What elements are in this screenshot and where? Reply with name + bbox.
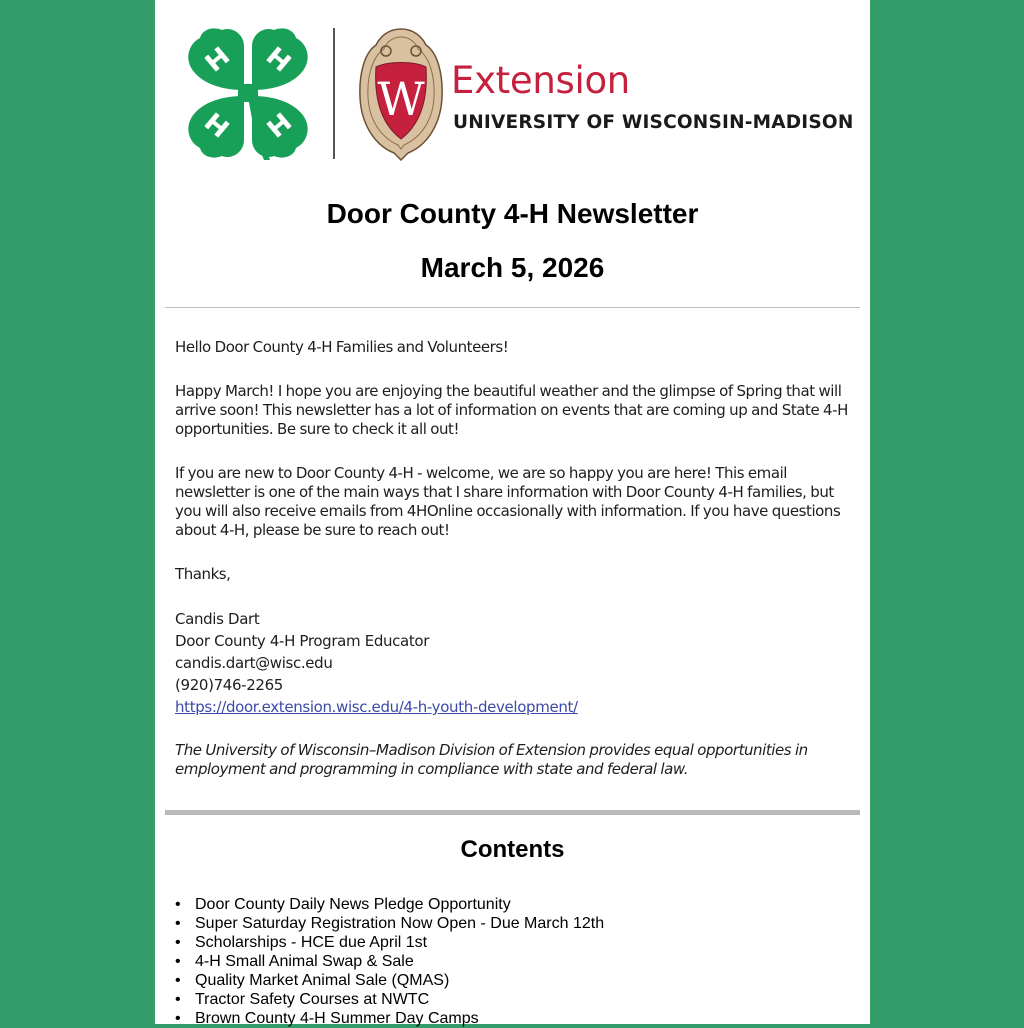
equal-opportunity-notice: The University of Wisconsin–Madison Division of Extension provides equal opportunities in employment and programming in compliance with state and federal law. [175, 741, 808, 778]
signature-email: candis.dart@wisc.edu [175, 654, 333, 672]
contents-item[interactable]: • Quality Market Animal Sale (QMAS) [175, 971, 604, 990]
signature-block [175, 608, 578, 718]
svg-text:W: W [377, 72, 425, 126]
closing: Thanks, [175, 565, 231, 583]
header-logos [155, 0, 870, 180]
signature-name: Candis Dart [175, 610, 260, 628]
greeting: Hello Door County 4-H Families and Volunteers! [175, 338, 509, 356]
intro-paragraph: Happy March! I hope you are enjoying the beautiful weather and the glimpse of Spring that will arrive soon! This newsletter has a lot of information on events that are coming up and State 4-H opportunities. Be sure to check it all out! [175, 382, 848, 438]
contents-heading: Contents [460, 836, 565, 863]
signature-role: Door County 4-H Program Educator [175, 632, 430, 650]
extension-wordmark: Extension [451, 59, 630, 102]
contents-item[interactable]: • Brown County 4-H Summer Day Camps [175, 1009, 604, 1028]
signature-phone: (920)746-2265 [175, 676, 284, 694]
uw-crest-icon [358, 27, 444, 161]
contents-list [175, 895, 604, 1028]
website-link[interactable]: https://door.extension.wisc.edu/4-h-youth-development/ [175, 698, 578, 716]
contents-item[interactable]: • Scholarships - HCE due April 1st [175, 933, 604, 952]
four-h-clover-icon [182, 26, 314, 160]
contents-item[interactable]: • Door County Daily News Pledge Opportunity [175, 895, 604, 914]
newsletter-page [155, 0, 870, 1027]
newsletter-date: March 5, 2026 [420, 252, 605, 283]
welcome-paragraph: If you are new to Door County 4-H - welcome, we are so happy you are here! This email newsletter is one of the main ways that I share information with Door County 4-H families, but you will also receive emails from 4HOnline occasionally with information. If you have questions about 4-H, please be sure to reach out! [175, 464, 841, 539]
contents-item[interactable]: • Super Saturday Registration Now Open - Due March 12th [175, 914, 604, 933]
contents-item[interactable]: • 4-H Small Animal Swap & Sale [175, 952, 604, 971]
contents-item[interactable]: • Tractor Safety Courses at NWTC [175, 990, 604, 1009]
logo-divider [333, 28, 335, 159]
header-divider [165, 307, 860, 308]
section-divider [165, 810, 860, 815]
university-wordmark: UNIVERSITY OF WISCONSIN-MADISON [453, 112, 854, 133]
newsletter-title: Door County 4-H Newsletter [326, 198, 699, 229]
